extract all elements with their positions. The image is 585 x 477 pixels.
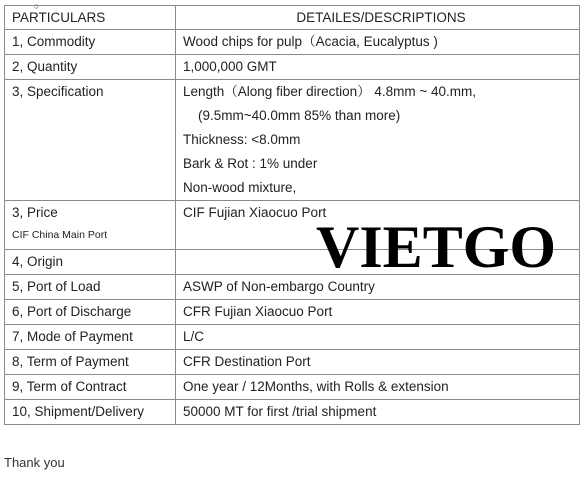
table-row bbox=[5, 325, 580, 350]
detail-port-of-discharge: CFR Fujian Xiaocuo Port bbox=[176, 300, 580, 325]
spec-non-wood: Non-wood mixture, bbox=[183, 180, 297, 195]
vietgo-watermark-logo: VIETGO bbox=[316, 214, 557, 280]
particular-commodity: 1, Commodity bbox=[5, 30, 176, 55]
particular-port-of-discharge: 6, Port of Discharge bbox=[5, 300, 176, 325]
detail-port-of-load: ASWP of Non-embargo Country bbox=[176, 275, 580, 300]
spec-thickness: Thickness: <8.0mm bbox=[183, 132, 301, 147]
spec-length-range: (9.5mm~40.0mm 85% than more) bbox=[198, 108, 401, 123]
detail-term-of-payment: CFR Destination Port bbox=[176, 350, 580, 375]
spec-length: Length（Along fiber direction） 4.8mm ~ 40.mm, bbox=[183, 84, 477, 99]
particular-origin: 4, Origin bbox=[5, 250, 176, 275]
particular-price bbox=[5, 201, 176, 250]
spec-bark-rot: Bark & Rot : 1% under bbox=[183, 156, 318, 171]
particular-mode-of-payment: 7, Mode of Payment bbox=[5, 325, 176, 350]
table-row bbox=[5, 80, 580, 201]
particular-term-of-payment: 8, Term of Payment bbox=[5, 350, 176, 375]
price-label: 3, Price bbox=[12, 205, 58, 220]
detail-price: CIF Fujian Xiaocuo Port bbox=[176, 201, 580, 250]
table-row bbox=[5, 350, 580, 375]
detail-commodity: Wood chips for pulp（Acacia, Eucalyptus ) bbox=[176, 30, 580, 55]
particular-shipment-delivery: 10, Shipment/Delivery bbox=[5, 400, 176, 425]
table-row bbox=[5, 300, 580, 325]
detail-mode-of-payment: L/C bbox=[176, 325, 580, 350]
table-row bbox=[5, 375, 580, 400]
detail-term-of-contract: One year / 12Months, with Rolls & extension bbox=[176, 375, 580, 400]
table-header-row bbox=[5, 6, 580, 30]
particular-specification: 3, Specification bbox=[5, 80, 176, 201]
top-text-fragment: 。 bbox=[34, 0, 48, 10]
table-row bbox=[5, 400, 580, 425]
detail-specification bbox=[176, 80, 580, 201]
closing-text: Thank you bbox=[4, 455, 65, 470]
particular-quantity: 2, Quantity bbox=[5, 55, 176, 80]
table-row bbox=[5, 30, 580, 55]
particular-port-of-load: 5, Port of Load bbox=[5, 275, 176, 300]
particular-term-of-contract: 9, Term of Contract bbox=[5, 375, 176, 400]
table-row bbox=[5, 55, 580, 80]
details-header: DETAILES/DESCRIPTIONS bbox=[176, 6, 580, 30]
particulars-header: PARTICULARS bbox=[5, 6, 176, 30]
detail-shipment-delivery: 50000 MT for first /trial shipment bbox=[176, 400, 580, 425]
detail-quantity: 1,000,000 GMT bbox=[176, 55, 580, 80]
price-sub-label: CIF China Main Port bbox=[12, 229, 108, 241]
